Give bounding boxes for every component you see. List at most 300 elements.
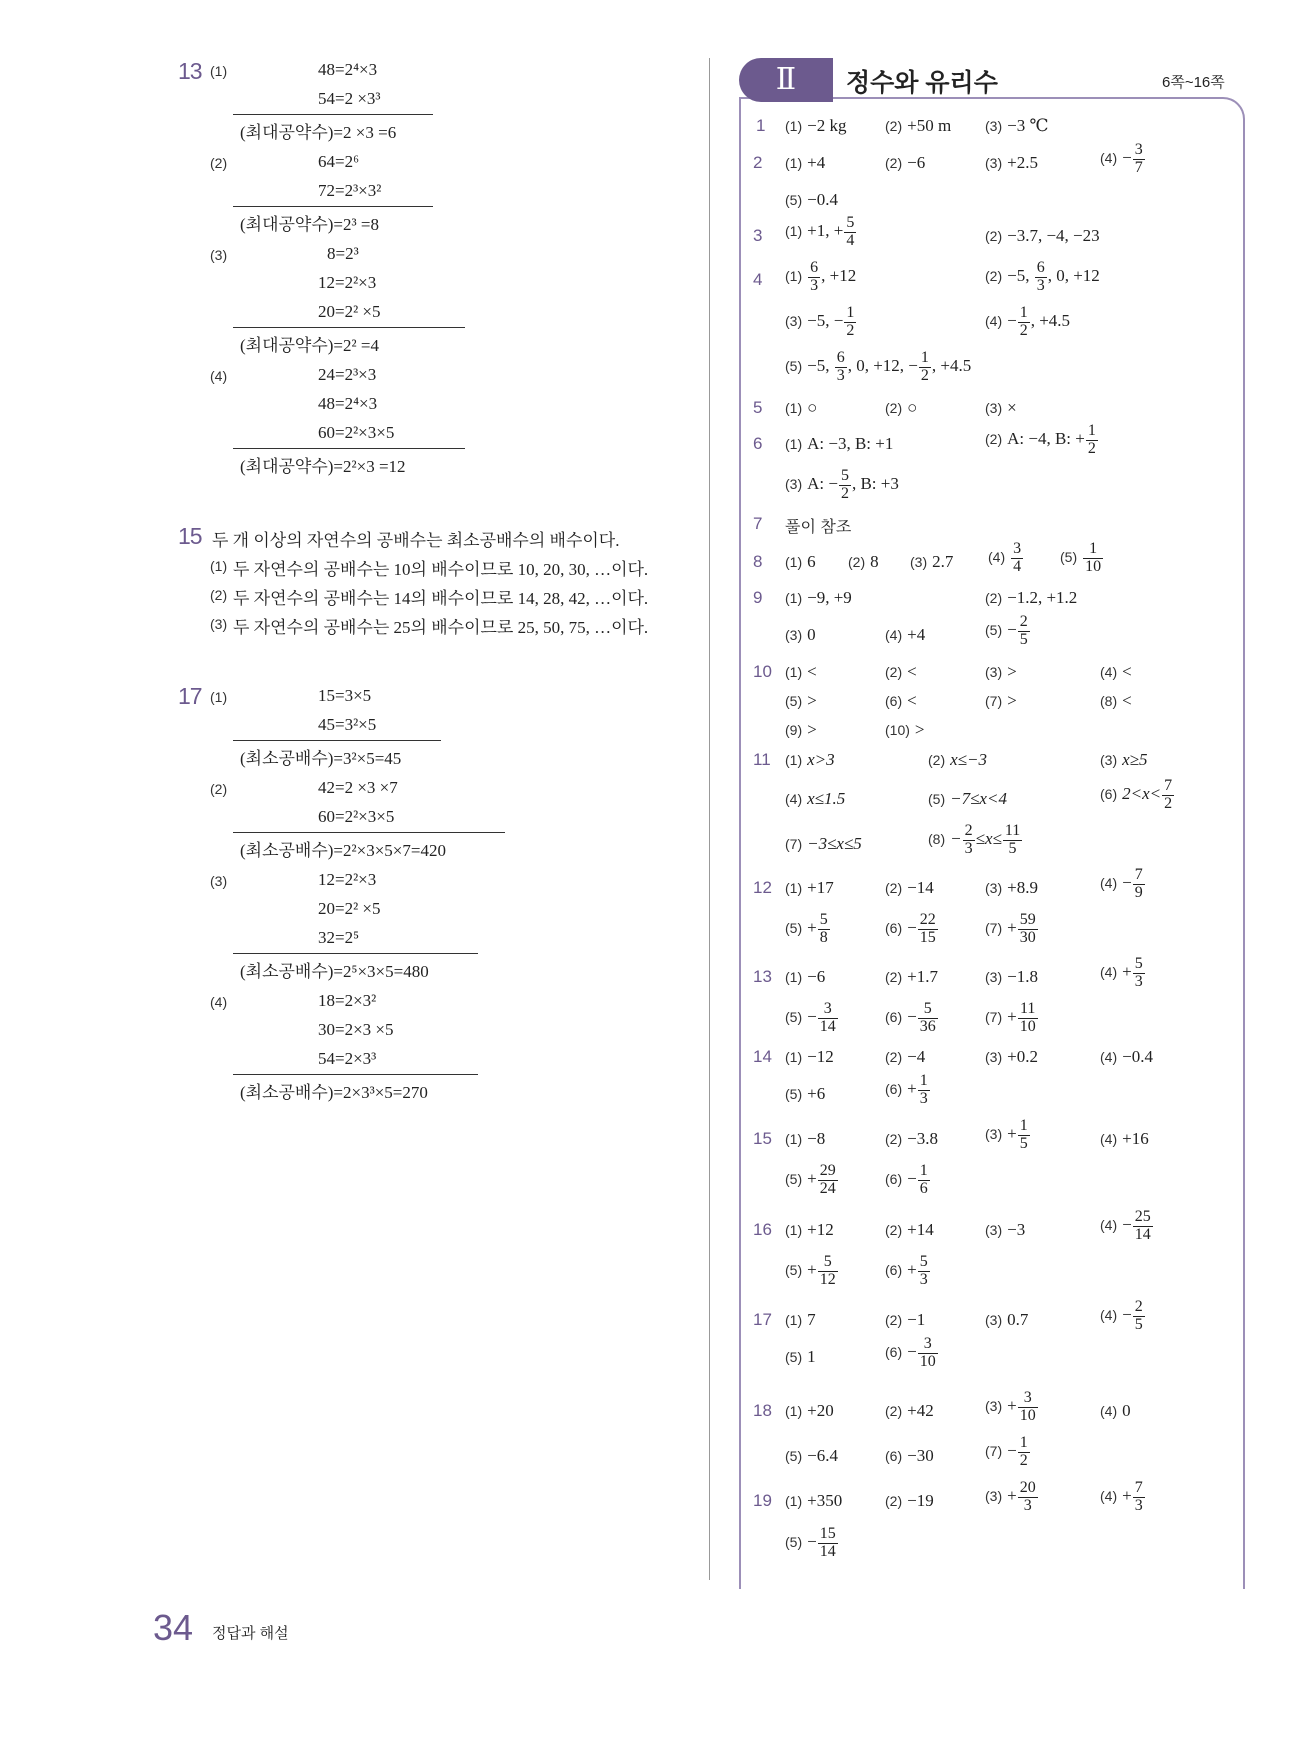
part-label: (5) [785,1448,803,1464]
answer-number: 14 [753,1047,772,1066]
fraction-part: 5 [846,214,855,231]
answer-item [885,116,951,136]
factorization-line: 60=2²×3×5 [318,807,395,826]
part-label: (3) [985,1398,1003,1415]
fraction-part: 10 [1019,1406,1036,1424]
answer-value: − [1007,1441,1017,1461]
fraction-part: 3 [918,1336,938,1354]
answer-item [1100,1047,1153,1067]
answer-value: −6.4 [807,1446,838,1465]
answer-item [1100,142,1146,177]
section-title: 정수와 유리수 [846,69,998,97]
answer-item [885,720,925,740]
section-page-range: 6쪽~16쪽 [1162,74,1225,91]
fraction-part: 5 [1134,955,1143,972]
fraction-part: 1 [919,1072,928,1089]
fraction [1035,260,1047,295]
factorization-line: 48=2⁴×3 [318,394,378,413]
part-label: (7) [985,1443,1003,1460]
part-label: (8) [1100,693,1118,709]
fraction-part: 2 [1134,1298,1143,1315]
part-label: (2) [885,400,903,416]
answer-item [785,834,862,854]
fraction-part: 3 [818,1001,838,1019]
part-label: (3) [985,400,1003,416]
part-label: (2) [885,1493,903,1509]
part-label: (10) [885,722,910,738]
divider-rule [233,953,478,954]
part-label: (5) [785,693,803,709]
part-label: (5) [785,1009,803,1026]
part-label: (1) [785,118,803,134]
part-label: (5) [785,1262,803,1279]
answer-item [985,153,1038,173]
answer-value: − [807,1532,817,1552]
divider-rule [233,832,505,833]
factorization-line: 30=2×3 ×5 [318,1020,394,1039]
answer-value: > [914,720,925,739]
fraction [818,1001,838,1036]
factorization-line: 42=2 ×3 ×7 [318,778,398,797]
answer-item [1100,662,1132,682]
answer-value: −3.8 [907,1129,938,1148]
answer-item [785,350,971,385]
fraction-part: 1 [1087,422,1096,439]
answer-value: +1, + [807,221,844,241]
answer-value: −3 [1007,1220,1026,1239]
fraction-part: 9 [1134,883,1143,901]
fraction-part: 5 [818,1254,838,1272]
fraction-part: 7 [1134,866,1143,883]
fraction-part: 2 [1164,794,1173,812]
fraction-part: 25 [1134,1208,1151,1225]
section-chip: Ⅱ [739,58,833,102]
answer-number: 3 [753,226,763,245]
part-label: (2) [885,1403,903,1419]
answer-value: −1.8 [1007,967,1038,986]
answer-number: 19 [753,1491,772,1510]
fraction-part: 5 [918,1001,938,1019]
fraction [1018,1480,1038,1515]
part-label: (5) [785,1349,803,1365]
part-label: (4) [1100,1488,1118,1505]
part-label: (1) [785,752,803,768]
answer-item [985,691,1017,711]
part-label: (1) [785,1403,803,1419]
answer-item [785,116,846,136]
problem-15-answer: 두 자연수의 공배수는 10의 배수이므로 10, 20, 30, …이다. [233,560,649,579]
answer-item [885,912,939,947]
part-label: (2) [885,1222,903,1238]
part-label: (2) [885,880,903,896]
part-label: (3) [985,664,1003,680]
part-label: (4) [1100,1217,1118,1234]
answer-item [885,1047,925,1067]
fraction-part: 10 [1019,1017,1036,1035]
fraction-part: 4 [846,231,855,249]
answer-item [785,1129,825,1149]
fraction [918,1001,938,1036]
fraction [1083,541,1103,576]
part-label: (3) [1100,752,1118,768]
part-label: (1) [785,400,803,416]
fraction-part: 22 [919,911,936,928]
answer-item [985,1435,1031,1470]
answer-value: −4 [907,1047,926,1066]
answer-item [848,552,879,572]
answer-value: A: −3, B: +1 [807,434,894,453]
answer-item [785,468,899,503]
fraction-part: 6 [919,1179,928,1197]
answer-item [785,1047,834,1067]
answer-value: +4 [807,153,826,172]
fraction-part: 24 [819,1179,836,1197]
answer-item [1100,750,1148,770]
part-label: (1) [785,664,803,680]
part-label: (2) [885,155,903,171]
answer-item [785,1526,839,1561]
fraction [919,350,931,385]
divider-rule [233,206,433,207]
answer-value: −6 [807,967,826,986]
fraction-part: 2 [846,321,855,339]
part-label: (3) [785,476,803,493]
answer-item [785,305,857,340]
fraction-part: 5 [1019,1134,1028,1152]
answer-item [785,691,817,711]
part-label: (6) [885,1448,903,1464]
part-label: (5) [785,192,803,208]
answer-item [985,260,1100,295]
answer-value: −9, +9 [807,588,852,607]
part-label: (5) [785,1171,803,1188]
answer-number: 15 [753,1129,772,1148]
answer-number: 1 [756,116,766,135]
answer-item [785,588,852,608]
part-label: (8) [928,831,946,848]
answer-value: −5, − [807,311,844,331]
answer-value: + [1007,1486,1017,1506]
fraction-part: 3 [1023,1496,1032,1514]
answer-value: +50 m [907,116,952,135]
fraction-part: 14 [1134,1225,1151,1243]
answer-value: + [1007,1007,1017,1027]
part-label: (1) [785,880,803,896]
answer-item [885,967,938,987]
part-label: (6) [885,920,903,937]
answer-value: +20 [807,1401,834,1420]
part-label: (1) [785,969,803,985]
part-label: (4) [1100,1307,1118,1324]
fraction [808,260,820,295]
answer-value: −19 [907,1491,934,1510]
answer-value: > [807,720,817,739]
part-label: (2) [885,118,903,134]
answer-item [885,1446,934,1466]
answer-item [885,1073,931,1108]
answer-value: −30 [907,1446,934,1465]
answer-item [785,1446,838,1466]
factorization-line: 12=2²×3 [318,273,377,292]
answer-value: +2.5 [1007,153,1038,172]
part-label: (4) [210,368,228,384]
answer-value: > [1007,662,1017,681]
part-label: (2) [985,268,1003,285]
answer-item [1100,778,1175,813]
part-label: (1) [210,63,228,79]
fraction-part: 1 [1019,304,1028,321]
fraction-part: 11 [1018,1001,1038,1019]
answer-value: −12 [807,1047,834,1066]
answer-value: −0.4 [807,190,838,209]
part-label: (5) [785,1086,803,1102]
answer-value: 2<x< [1122,784,1162,804]
answer-item [885,1129,938,1149]
answer-item [885,1491,934,1511]
answer-item [785,720,817,740]
answer-value: 0 [807,625,816,644]
answer-item [885,662,917,682]
answer-number: 12 [753,878,772,897]
answer-item [1100,956,1146,991]
fraction-part: 1 [920,349,929,366]
answer-value: −3 ℃ [1007,116,1049,135]
fraction [918,1073,930,1108]
part-label: (1) [785,155,803,171]
part-label: (3) [985,969,1003,985]
answer-item [885,398,917,418]
answer-value: − [907,918,917,938]
fraction-part: 3 [919,1089,928,1107]
problem-17-number: 17 [178,683,202,709]
answer-value: + [1122,1486,1132,1506]
answer-value: −5, [807,356,834,376]
fraction [1018,1435,1030,1470]
factorization-line: 45=3²×5 [318,715,377,734]
answer-item [985,1480,1039,1515]
answer-value: − [1122,1305,1132,1325]
answer-item [1100,867,1146,902]
fraction-part: 2 [1019,613,1028,630]
part-label: (1) [785,436,803,452]
part-label: (6) [885,1344,903,1361]
answer-value: − [1122,873,1132,893]
answer-value: < [907,662,917,681]
fraction [918,1336,938,1371]
answer-item [785,398,817,418]
answer-value: x>3 [807,750,835,769]
answer-item [985,1047,1038,1067]
answer-item [985,614,1031,649]
fraction [918,1163,930,1198]
part-label: (7) [985,693,1003,709]
lcm-result: (최소공배수)=3²×5=45 [240,749,402,768]
answer-item [785,1084,825,1104]
fraction [1133,1209,1153,1244]
fraction [844,305,856,340]
answer-value: + [907,1079,917,1099]
factorization-line: 72=2³×3² [318,181,382,200]
answer-number: 13 [753,967,772,986]
answer-item [785,912,831,947]
part-label: (3) [985,1049,1003,1065]
answer-value: − [907,1007,917,1027]
part-label: (7) [785,836,803,852]
fraction-part: 8 [819,928,828,946]
fraction-part: 3 [1018,1390,1038,1408]
answer-value: 8 [870,552,879,571]
answer-item [928,823,1023,858]
answer-item [985,226,1100,246]
fraction-part: 2 [1087,439,1096,457]
part-label: (4) [985,313,1003,330]
part-label: (3) [210,873,228,889]
answer-item [785,878,834,898]
fraction [1018,614,1030,649]
fraction-part: 2 [1019,321,1028,339]
answer-value: 6 [807,552,816,571]
fraction-part: 12 [819,1270,836,1288]
part-label: (4) [210,994,228,1010]
answer-item [785,1163,839,1198]
part-label: (2) [885,1131,903,1147]
answer-value: − [807,1007,817,1027]
divider-rule [233,740,441,741]
part-label: (1) [785,554,803,570]
answer-number: 8 [753,552,763,571]
problem-15-statement: 두 개 이상의 자연수의 공배수는 최소공배수의 배수이다. [212,531,620,550]
part-label: (3) [985,118,1003,134]
answer-item [1060,541,1104,576]
fraction-part: 1 [1019,1434,1028,1451]
fraction-part: 3 [1134,972,1143,990]
answer-value: A: −4, B: + [1007,429,1085,449]
problem-15-answer: 두 자연수의 공배수는 14의 배수이므로 14, 28, 42, …이다. [233,589,649,608]
divider-rule [233,448,465,449]
answer-value: ○ [907,398,918,417]
answer-value: ≤x≤ [975,829,1002,849]
part-label: (6) [885,1262,903,1279]
answer-value: + [1007,1396,1017,1416]
answer-value: −0.4 [1122,1047,1153,1066]
part-label: (2) [985,590,1003,606]
fraction-part: 5 [1019,630,1028,648]
fraction [1003,823,1022,858]
factorization-line: 60=2²×3×5 [318,423,395,442]
fraction [1011,541,1023,576]
part-label: (1) [785,1049,803,1065]
fraction [818,1163,838,1198]
answer-value: −5, [1007,266,1034,286]
part-label: (2) [885,1049,903,1065]
fraction-part: 5 [840,467,849,484]
part-label: (7) [985,1009,1003,1026]
part-label: (3) [985,155,1003,171]
factorization-line: 54=2×3³ [318,1049,377,1068]
answer-value: −1 [907,1310,926,1329]
lcm-result: (최소공배수)=2×3³×5=270 [240,1083,428,1102]
answer-value: −3≤x≤5 [807,834,862,853]
answer-item [885,1163,931,1198]
answer-item [985,912,1039,947]
fraction [1133,1299,1145,1334]
fraction-part: 2 [920,366,929,384]
answer-value: < [807,662,817,681]
answer-item [785,215,857,250]
part-label: (3) [210,247,228,263]
answer-item [785,662,817,682]
answer-value: > [1007,691,1017,710]
part-label: (1) [785,1312,803,1328]
fraction-part: 14 [819,1542,836,1560]
answer-value: − [1007,311,1017,331]
gcd-result: (최대공약수)=2²×3 =12 [240,457,406,476]
part-label: (3) [985,1488,1003,1505]
fraction-part: 1 [1083,541,1103,559]
answer-item [785,1220,834,1240]
fraction-part: 10 [1085,557,1102,575]
answer-value: x≤1.5 [807,789,846,808]
answer-value: −7≤x<4 [950,789,1007,808]
divider-rule [233,327,465,328]
page-number: 34 [153,1607,194,1648]
fraction [1018,1118,1030,1153]
part-label: (4) [885,627,903,643]
part-label: (1) [210,558,228,574]
fraction [1086,423,1098,458]
fraction [918,912,938,947]
lcm-result: (최소공배수)=2²×3×5×7=420 [240,841,446,860]
answer-number: 9 [753,588,763,607]
answer-value: +1.7 [907,967,938,986]
answer-value: − [1122,1215,1132,1235]
part-label: (2) [210,155,228,171]
part-label: (1) [785,1131,803,1147]
answer-item [985,967,1038,987]
answer-value: +12 [807,1220,834,1239]
answer-value: x≥5 [1122,750,1148,769]
part-label: (2) [885,664,903,680]
answer-value: −6 [907,153,926,172]
answer-value: − [950,829,962,849]
fraction [1018,305,1030,340]
fraction-part: 59 [1019,911,1036,928]
part-label: (1) [785,268,803,285]
fraction-part: 10 [919,1352,936,1370]
factorization-line: 54=2 ×3³ [318,89,381,108]
part-label: (4) [1100,1049,1118,1065]
answer-value: 0.7 [1007,1310,1029,1329]
answer-number: 10 [753,662,772,681]
answer-item [985,1001,1039,1036]
factorization-line: 8=2³ [327,244,359,263]
answer-item [1100,1401,1131,1421]
fraction-part: 15 [819,1525,836,1542]
part-label: (4) [1100,875,1118,892]
part-label: (4) [1100,964,1118,981]
answer-item [885,1310,925,1330]
part-label: (7) [985,920,1003,937]
fraction [818,1526,838,1561]
part-label: (2) [928,752,946,768]
answer-value: × [1007,398,1017,417]
divider-rule [233,114,433,115]
answer-number: 18 [753,1401,772,1420]
part-label: (5) [785,358,803,375]
fraction [963,823,975,858]
lcm-result: (최소공배수)=2⁵×3×5=480 [240,962,429,981]
answer-value: ○ [807,398,818,417]
